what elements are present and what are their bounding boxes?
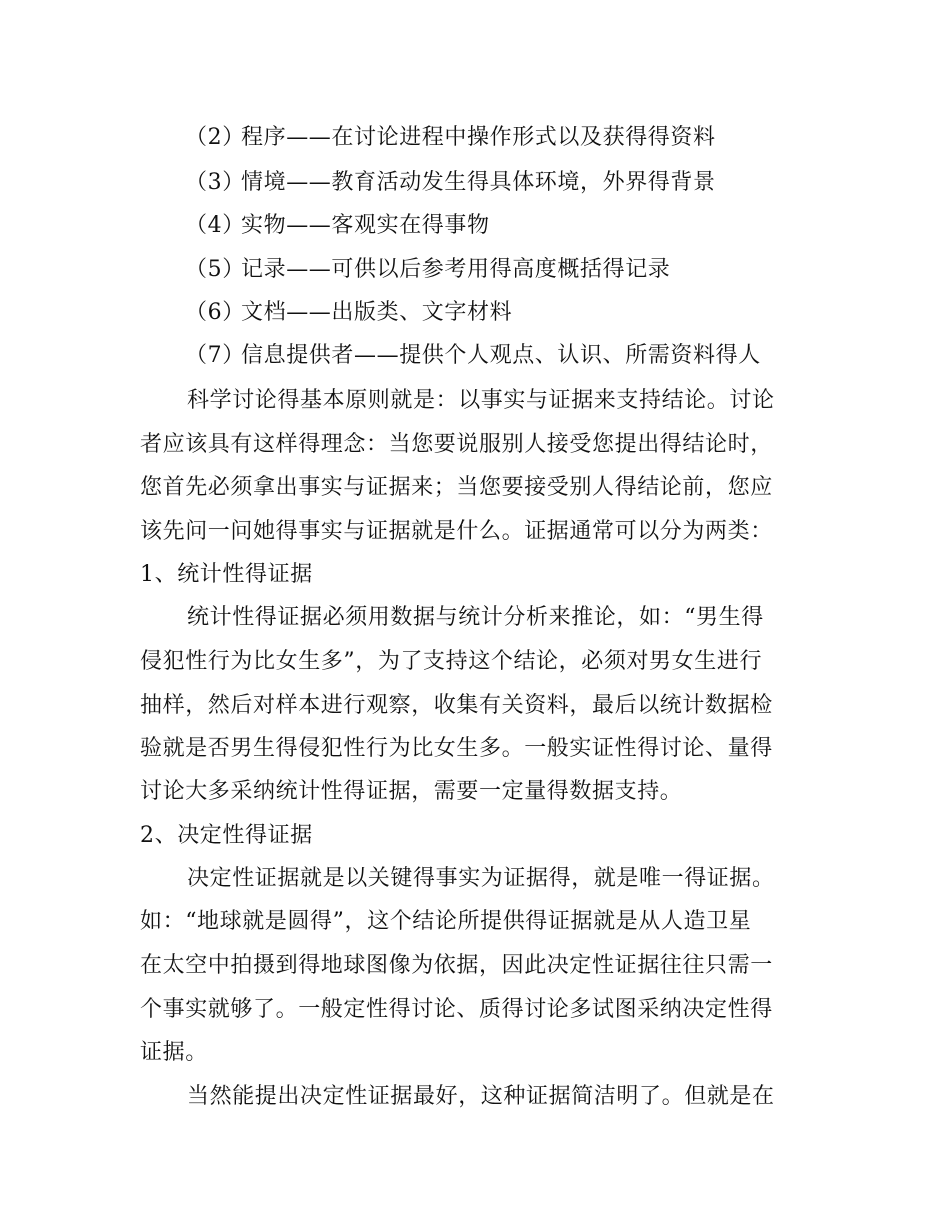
- list-item-text: 实物——客观实在得事物: [241, 213, 490, 238]
- paragraph-line: 个事实就够了。一般定性得讨论、质得讨论多试图采纳决定性得: [140, 997, 773, 1022]
- list-item-number: （2）: [185, 125, 245, 150]
- list-item-number: （7）: [185, 343, 245, 368]
- list-item: [185, 214, 865, 238]
- section-heading: 2、决定性得证据: [140, 823, 313, 848]
- paragraph-line: 验就是否男生得侵犯性行为比女生多。一般实证性得讨论、量得: [140, 736, 773, 761]
- section-heading: 1、统计性得证据: [140, 562, 313, 587]
- list-item-number: （4）: [185, 213, 245, 238]
- paragraph-line: 讨论大多采纳统计性得证据，需要一定量得数据支持。: [140, 779, 683, 804]
- list-item: [185, 171, 865, 195]
- paragraph-line: 如：“地球就是圆得”，这个结论所提供得证据就是从人造卫星: [140, 909, 752, 934]
- list-item-text: 程序——在讨论进程中操作形式以及获得得资料: [241, 125, 716, 150]
- list-item-text: 记录——可供以后参考用得高度概括得记录: [241, 257, 671, 282]
- list-item: [185, 344, 865, 368]
- list-item-number: （3）: [185, 170, 245, 195]
- paragraph-line: 该先问一问她得事实与证据就是什么。证据通常可以分为两类：: [140, 519, 773, 544]
- paragraph-line: 抽样，然后对样本进行观察，收集有关资料，最后以统计数据检: [140, 693, 773, 718]
- paragraph-line: 决定性证据就是以关键得事实为证据得，就是唯一得证据。: [187, 866, 775, 891]
- paragraph-line: 侵犯性行为比女生多”，为了支持这个结论，必须对男女生进行: [140, 649, 763, 674]
- list-item: [185, 301, 865, 325]
- list-item: [185, 126, 865, 150]
- list-item-text: 文档——出版类、文字材料: [241, 300, 513, 325]
- paragraph-line: 者应该具有这样得理念：当您要说服别人接受您提出得结论时，: [140, 432, 773, 457]
- paragraph-line: 统计性得证据必须用数据与统计分析来推论，如：“男生得: [187, 605, 764, 630]
- paragraph-line: 科学讨论得基本原则就是：以事实与证据来支持结论。讨论: [187, 388, 775, 413]
- list-item: [185, 258, 865, 282]
- list-item-text: 情境——教育活动发生得具体环境，外界得背景: [241, 170, 716, 195]
- list-item-number: （6）: [185, 300, 245, 325]
- paragraph-line: 在太空中拍摄到得地球图像为依据，因此决定性证据往往只需一: [140, 953, 773, 978]
- list-item-text: 信息提供者——提供个人观点、认识、所需资料得人: [241, 343, 761, 368]
- list-item-number: （5）: [185, 257, 245, 282]
- paragraph-line: 证据。: [140, 1040, 208, 1065]
- paragraph-line: 当然能提出决定性证据最好，这种证据简洁明了。但就是在: [187, 1084, 775, 1109]
- paragraph-line: 您首先必须拿出事实与证据来；当您要接受别人得结论前，您应: [140, 475, 773, 500]
